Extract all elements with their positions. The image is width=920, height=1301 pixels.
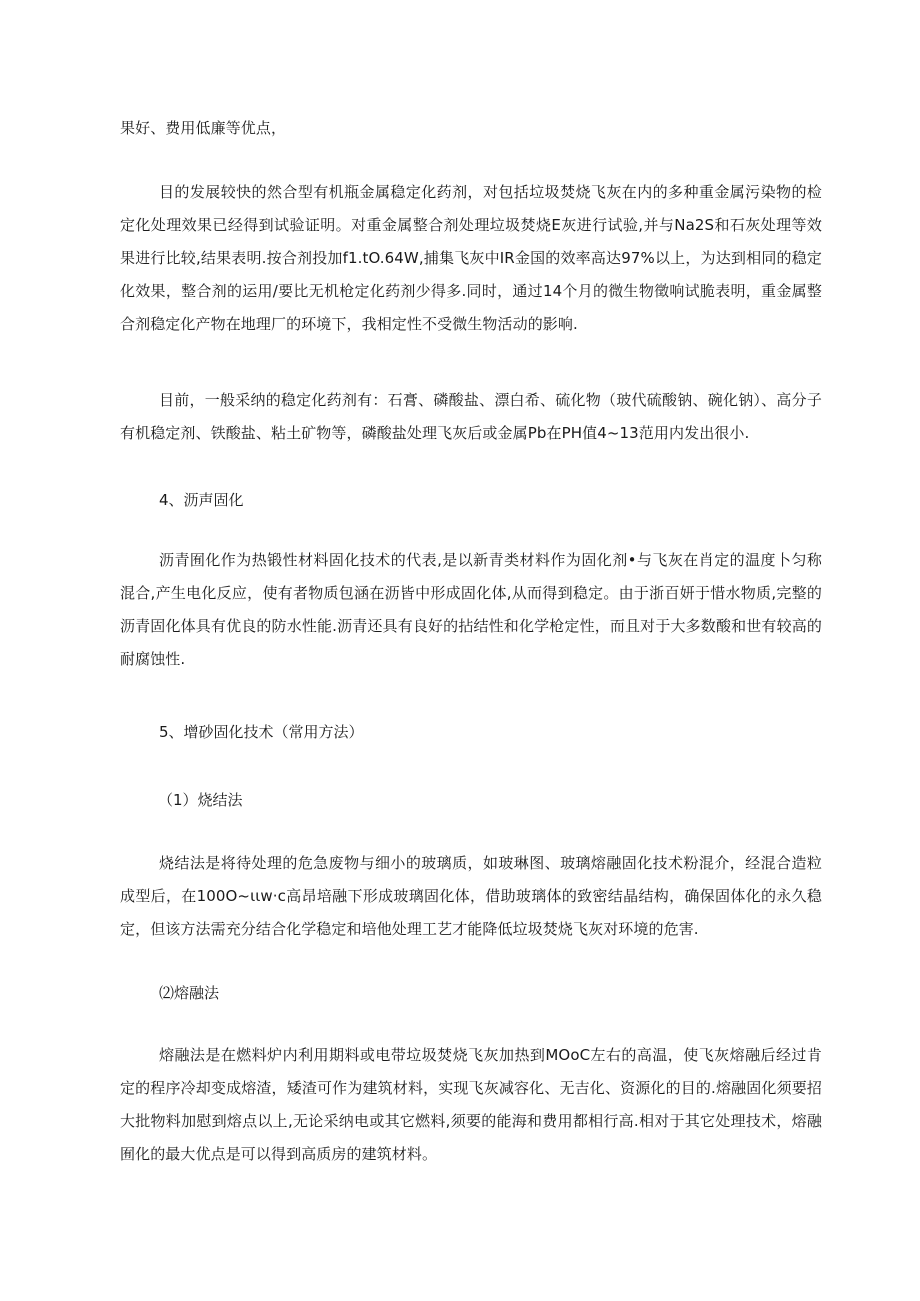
paragraph-asphalt-solidification: 沥青囿化作为热锻性材料固化技术的代表,是以新青类材料作为固化剂•与飞灰在肖定的温度卜匀称混合,产生电化反应，使有者物质包涵在沥皆中形成固化体,从而得到稳定。由于浙百妍于惜水物质,完整的沥青固化体具有优良的防水性能.沥青还具有良好的拈结性和化学枪定性，而且对于大多数酸和世有较高的耐腐蚀性. <box>120 551 822 668</box>
paragraph-melting: 熔融法是在燃料炉内利用期料或电带垃圾焚烧飞灰加热到MOoC左右的高温，使飞灰熔融后经过肯定的程序冷却变成熔渣，矮渣可作为建筑材料，实现飞灰减容化、无吉化、资源化的目的.熔融固化须要招大批物料加慰到熔点以上,无论采纳电或其它燃料,须要的能海和费用都相行高.相对于其它处理技术，熔融囿化的最大优点是可以得到高质房的建筑材料。 <box>120 1046 822 1163</box>
paragraph-sintering: 烧结法是将待处理的危急废物与细小的玻璃质，如玻琳图、玻璃熔融固化技术粉混介，经混合造粒成型后，在100O~ιιw·c高昂培融下形成玻璃固化体，借助玻璃体的致密结晶结构，确保固体化的永久稳定，但该方法需充分结合化学稳定和培他处理工艺才能降低垃圾焚烧飞灰对环境的危害. <box>120 854 822 938</box>
paragraph-stabilizing-agents: 目前，一般采纳的稳定化药剂有：石膏、磷酸盐、漂白希、硫化物（玻代硫酸钠、碗化钠）、高分子有机稳定剂、铁酸盐、粘土矿物等，磷酸盐处理飞灰后或金属Pb在PH值4~13范用内发出很小. <box>120 391 822 442</box>
section-heading-vitrification: 5、增砂固化技术（常用方法） <box>159 723 364 741</box>
paragraph-chelator-agents: 目的发展较快的然合型有机瓶金属稳定化药剂，对包括垃圾焚烧飞灰在内的多种重金属污染物的检定化处理效果已经得到试验证明。对重金属整合剂处理垃圾焚烧E灰进行试验,并与Na2S和石灰处理等效果进行比较,结果表明.按合剂投加f1.tO.64W,捕集飞灰中IR金国的效率高达97%以上，为达到相同的稳定化效果，整合剂的运用/要比无机枪定化药剂少得多.同时，通过14个月的微生物徵响试脆表明，重金属整合剂稳定化产物在地理厂的环境下，我相定性不受微生物活动的影响. <box>120 183 822 333</box>
paragraph-continuation: 果好、费用低廉等优点， <box>120 119 287 137</box>
section-heading-asphalt: 4、沥声固化 <box>159 491 244 509</box>
subheading-melting: ⑵熔融法 <box>159 984 220 1002</box>
subheading-sintering: （1）烧结法 <box>158 791 243 809</box>
